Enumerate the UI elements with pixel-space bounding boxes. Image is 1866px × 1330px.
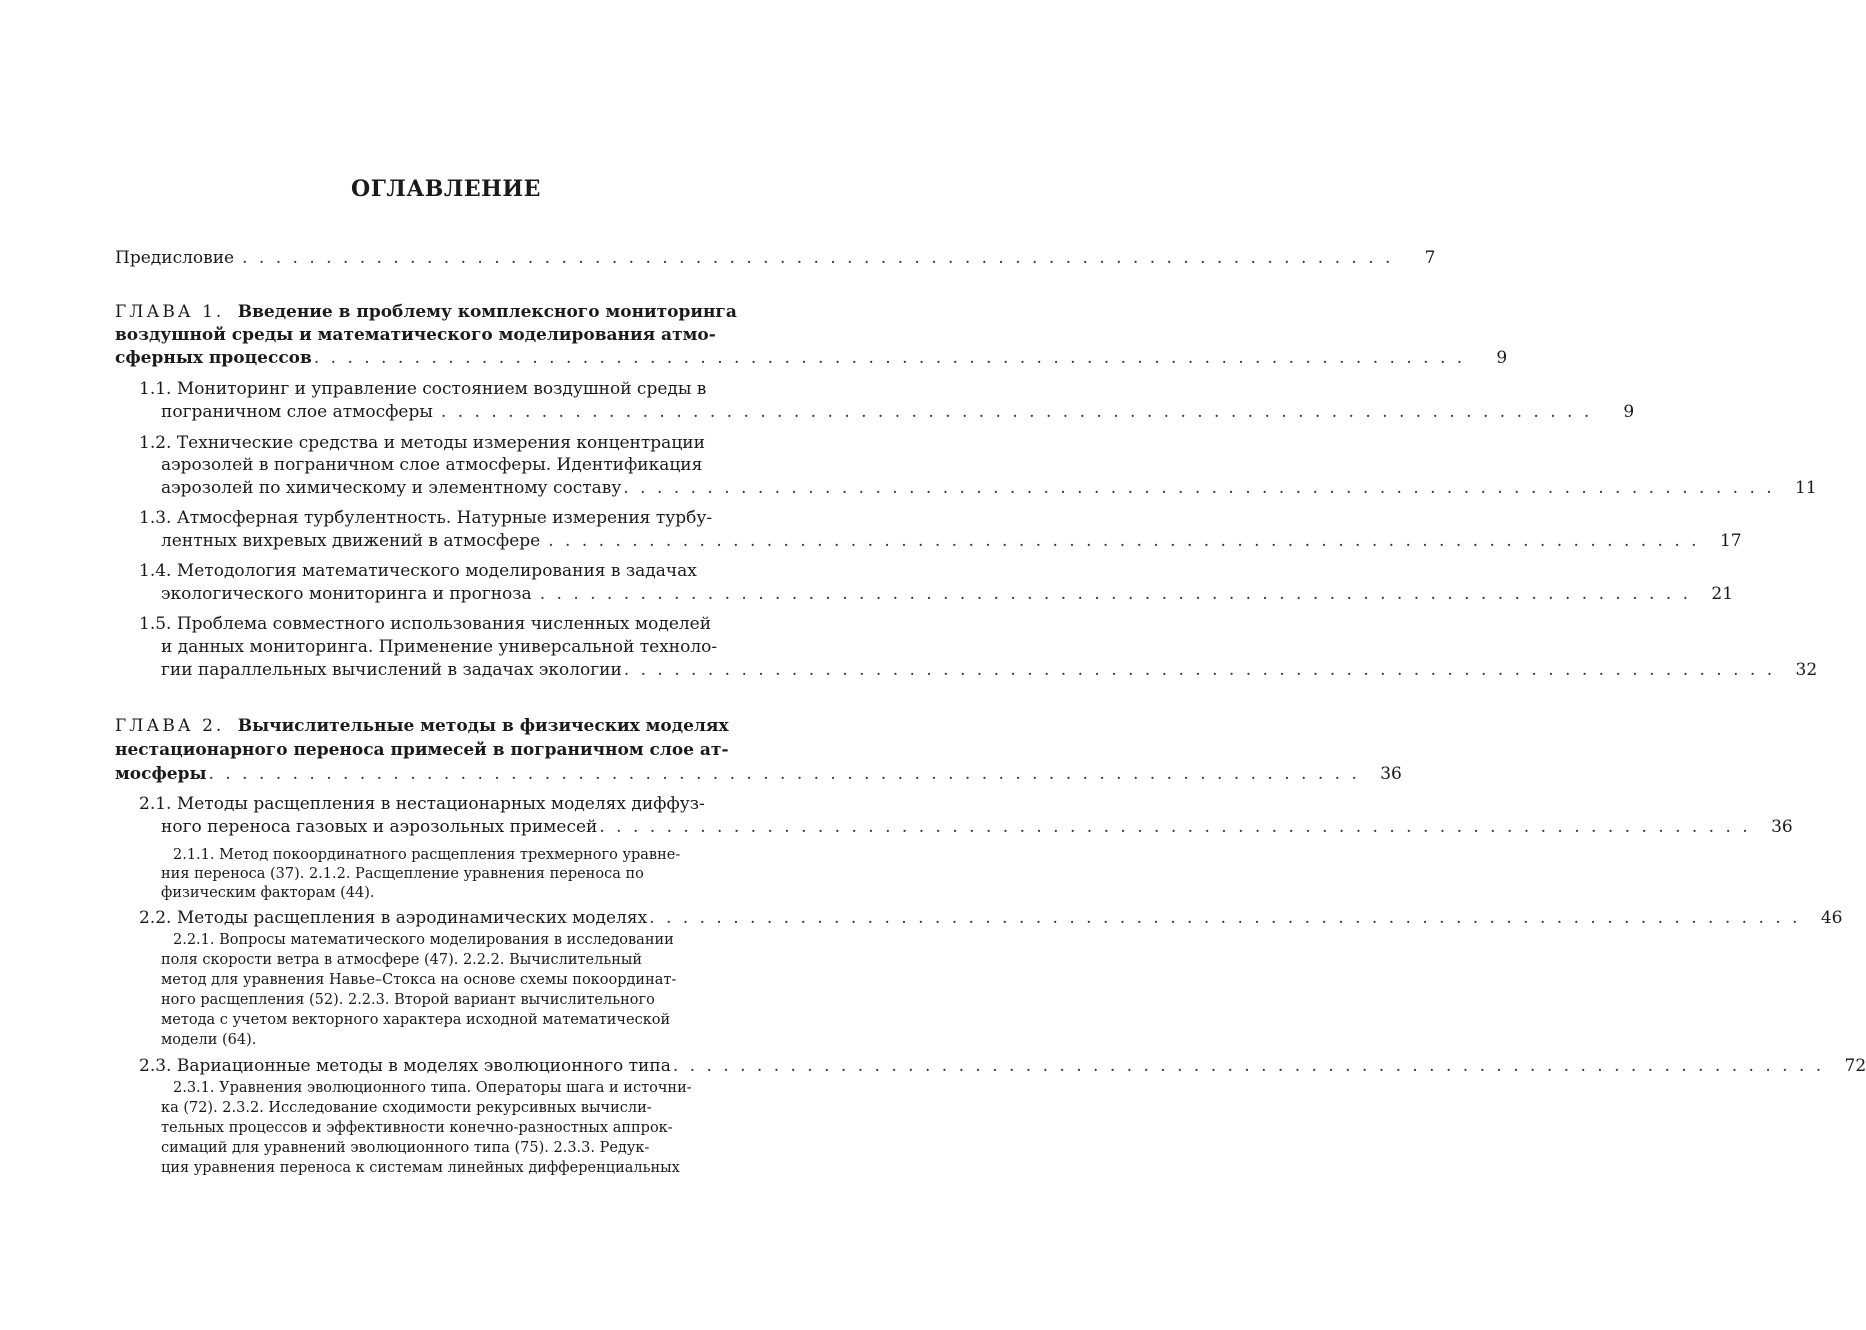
subsection-2-1-line: физическим факторам (44). [161,885,375,901]
dot-leader: . . . . . . . . . . . . . . . . . . . . . . . . . . . . . . . . . . . . . . . . . . . . . . . . . . . . . . . . . . . . . . . . . . . . . [313,348,1466,368]
dot-leader: . . . . . . . . . . . . . . . . . . . . . . . . . . . . . . . . . . . . . . . . . . . . . . . . . . . . . . . . . . . . . . . . . . . . . [599,817,1751,837]
section-1-2-line-2: аэрозолей в пограничном слое атмосферы. Идентификация [161,455,703,475]
subsection-2-2-line: метод для уравнения Навье–Стокса на основе схемы покоординат- [161,972,677,988]
page-number: 32 [1795,660,1818,680]
dot-leader: . . . . . . . . . . . . . . . . . . . . . . . . . . . . . . . . . . . . . . . . . . . . . . . . . . . . . . . . . . . . . . . . . . . . . [242,248,1394,268]
subsection-2-2-line: 2.2.1. Вопросы математического моделирования в исследовании [173,932,674,948]
dot-leader: . . . . . . . . . . . . . . . . . . . . . . . . . . . . . . . . . . . . . . . . . . . . . . . . . . . . . . . . . . . . . . . . . . . . . [649,908,1801,928]
section-1-4-line-1[interactable]: 1.4. Методология математического моделирования в задачах [139,561,697,581]
page-number: 72 [1844,1056,1866,1076]
section-2-1-line-2[interactable] [115,815,1793,839]
section-1-4-line-2[interactable] [115,582,1734,606]
subsection-2-2-line: метода с учетом векторного характера исходной математической [161,1012,671,1028]
section-1-3-line-2[interactable] [115,529,1742,553]
page-number: 7 [1424,248,1436,268]
dot-leader: . . . . . . . . . . . . . . . . . . . . . . . . . . . . . . . . . . . . . . . . . . . . . . . . . . . . . . . . . . . . . . . . . . . . . [672,1056,1825,1076]
page-number: 17 [1719,531,1742,551]
chapter-2-heading-line-2: нестационарного переноса примесей в пограничном слое ат- [115,740,729,760]
subsection-2-2-line: поля скорости ветра в атмосфере (47). 2.2.2. Вычислительный [161,952,643,968]
dot-leader: . . . . . . . . . . . . . . . . . . . . . . . . . . . . . . . . . . . . . . . . . . . . . . . . . . . . . . . . . . . . . . . . . . . . . [623,478,1775,498]
page-number: 21 [1711,584,1734,604]
entry-label: гии параллельных вычислений в задачах экологии [161,660,622,680]
section-1-1-line-2[interactable] [115,400,1635,424]
entry-label: ного переноса газовых и аэрозольных примесей [161,817,598,837]
section-1-3-line-1[interactable]: 1.3. Атмосферная турбулентность. Натурные измерения турбу- [139,508,713,528]
toc-entry-preface[interactable] [115,246,1436,270]
subsection-2-3-line: 2.3.1. Уравнения эволюционного типа. Операторы шага и источни- [173,1080,692,1096]
page-number: 11 [1795,478,1817,498]
section-1-5-line-2: и данных мониторинга. Применение универсальной техноло- [161,637,718,657]
chapter-title-end: мосферы [115,764,207,784]
entry-label: 2.3. Вариационные методы в моделях эволюционного типа [139,1056,671,1076]
chapter-label: ГЛАВА 1. [115,302,225,322]
entry-label: экологического мониторинга и прогноза [161,584,532,604]
chapter-1-heading-line-2: воздушной среды и математического моделирования атмо- [115,325,716,345]
entry-label: пограничном слое атмосферы [161,402,433,422]
chapter-label: ГЛАВА 2. [115,716,225,736]
chapter-1-heading-line-1[interactable] [115,300,777,324]
page-number: 9 [1496,348,1508,368]
section-1-2-line-1[interactable]: 1.2. Технические средства и методы измерения концентрации [139,433,705,453]
chapter-2-heading-line-3[interactable] [115,762,1402,786]
section-1-5-line-1[interactable]: 1.5. Проблема совместного использования численных моделей [139,614,712,634]
page-number: 36 [1380,764,1402,784]
chapter-2-heading-line-1[interactable] [115,714,777,738]
subsection-2-3-line: тельных процессов и эффективности конечно-разностных аппрок- [161,1120,673,1136]
page-number: 46 [1820,908,1843,928]
section-1-2-line-3[interactable] [115,476,1817,500]
dot-leader: . . . . . . . . . . . . . . . . . . . . . . . . . . . . . . . . . . . . . . . . . . . . . . . . . . . . . . . . . . . . . . . . . . . . . [208,764,1360,784]
section-2-3-line-1[interactable] [115,1054,1866,1078]
page-title: ОГЛАВЛЕНИЕ [351,176,541,202]
page-number: 9 [1623,402,1635,422]
chapter-1-heading-line-3[interactable] [115,346,1508,370]
subsection-2-2-line: ного расщепления (52). 2.2.3. Второй вариант вычислительного [161,992,655,1008]
subsection-2-1-line: ния переноса (37). 2.1.2. Расщепление уравнения переноса по [161,866,644,882]
section-1-1-line-1[interactable]: 1.1. Мониторинг и управление состоянием воздушной среды в [139,379,707,399]
subsection-2-3-line: ция уравнения переноса к системам линейных дифференциальных [161,1160,680,1176]
entry-label: аэрозолей по химическому и элементному составу [161,478,622,498]
subsection-2-3-line: симаций для уравнений эволюционного типа (75). 2.3.3. Редук- [161,1140,650,1156]
page-number: 36 [1771,817,1793,837]
subsection-2-2-line: модели (64). [161,1032,257,1048]
entry-label: Предисловие [115,248,235,268]
section-2-1-line-1[interactable]: 2.1. Методы расщепления в нестационарных моделях диффуз- [139,794,705,814]
subsection-2-3-line: ка (72). 2.3.2. Исследование сходимости рекурсивных вычисли- [161,1100,652,1116]
chapter-title: Вычислительные методы в физических моделях [237,716,729,736]
chapter-title-end: сферных процессов [115,348,312,368]
chapter-title: Введение в проблему комплексного мониторинга [237,302,737,322]
dot-leader: . . . . . . . . . . . . . . . . . . . . . . . . . . . . . . . . . . . . . . . . . . . . . . . . . . . . . . . . . . . . . . . . . . . . . [440,402,1593,422]
subsection-2-1-line: 2.1.1. Метод покоординатного расщепления трехмерного уравне- [173,847,681,863]
section-2-2-line-1[interactable] [115,906,1843,930]
entry-label: 2.2. Методы расщепления в аэродинамических моделях [139,908,648,928]
dot-leader: . . . . . . . . . . . . . . . . . . . . . . . . . . . . . . . . . . . . . . . . . . . . . . . . . . . . . . . . . . . . . . . . . . . . . [623,660,1776,680]
dot-leader: . . . . . . . . . . . . . . . . . . . . . . . . . . . . . . . . . . . . . . . . . . . . . . . . . . . . . . . . . . . . . . . . . . . . . [548,531,1700,551]
dot-leader: . . . . . . . . . . . . . . . . . . . . . . . . . . . . . . . . . . . . . . . . . . . . . . . . . . . . . . . . . . . . . . . . . . . . . [539,584,1692,604]
section-1-5-line-3[interactable] [115,658,1818,682]
entry-label: лентных вихревых движений в атмосфере [161,531,541,551]
